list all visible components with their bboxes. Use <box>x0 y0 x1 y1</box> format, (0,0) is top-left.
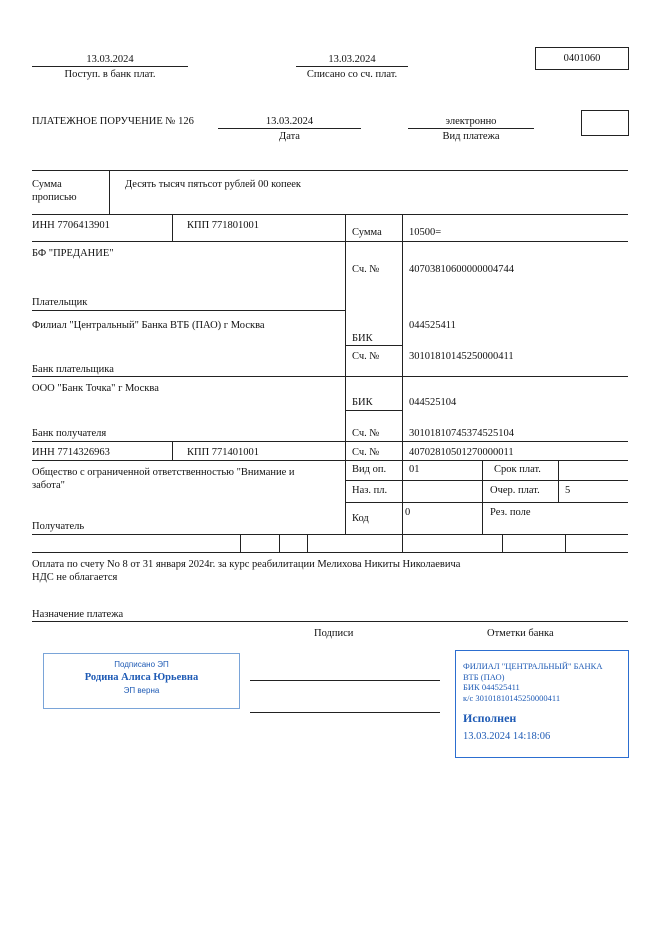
vid-op-value: 01 <box>409 464 420 475</box>
payer-inn: ИНН 7706413901 <box>32 220 110 231</box>
payer-kpp: КПП 771801001 <box>187 220 260 231</box>
purpose-line-2: НДС не облагается <box>32 572 118 583</box>
divider <box>296 66 408 67</box>
bank-stamp <box>455 650 629 758</box>
payer-bank-name: Филиал "Центральный" Банка ВТБ (ПАО) г Москва <box>32 320 265 331</box>
divider <box>345 502 628 503</box>
bank-stamp-line-1: ФИЛИАЛ "ЦЕНТРАЛЬНЫЙ" БАНКА <box>463 661 603 671</box>
divider <box>32 214 628 215</box>
divider <box>32 66 188 67</box>
recipient-account: 40702810501270000011 <box>409 447 514 458</box>
recipient-bank-account: 30101810745374525104 <box>409 428 514 439</box>
date-label: Дата <box>279 131 300 142</box>
bank-stamp-line-2: ВТБ (ПАО) <box>463 671 505 682</box>
divider <box>240 534 241 552</box>
divider <box>482 460 483 534</box>
kod-value: 0 <box>405 507 411 518</box>
payer-role-label: Плательщик <box>32 297 88 308</box>
payment-type-label: Вид платежа <box>442 131 500 142</box>
amount-words-value: Десять тысяч пятьсот рублей 00 копеек <box>125 179 301 190</box>
divider <box>402 214 403 534</box>
bank-stamp-line-3: БИК 044525411 <box>463 682 520 692</box>
divider <box>218 128 361 129</box>
divider <box>109 170 110 214</box>
debited-date: 13.03.2024 <box>328 54 376 65</box>
divider <box>32 241 345 242</box>
divider <box>345 241 628 242</box>
amount-words-label-2: прописью <box>32 192 77 203</box>
kod-label: Код <box>352 513 369 524</box>
divider <box>32 460 628 461</box>
divider <box>307 534 308 552</box>
received-label: Поступ. в банк плат. <box>64 69 156 80</box>
recipient-bank-bik: 044525104 <box>409 397 457 408</box>
purpose-line-1: Оплата по счету No 8 от 31 января 2024г. за курс реабилитации Мелихова Никиты Николаевича <box>32 559 461 570</box>
divider <box>408 128 534 129</box>
payer-bank-account: 30101810145250000411 <box>409 351 514 362</box>
recipient-role-label: Получатель <box>32 521 85 532</box>
signatures-label: Подписи <box>314 628 354 639</box>
divider <box>32 552 628 553</box>
divider <box>558 460 559 502</box>
amount-value: 10500= <box>409 227 442 238</box>
stamp-signer-name: Родина Алиса Юрьевна <box>84 672 199 683</box>
rez-label: Рез. поле <box>490 507 531 518</box>
signature-stamp <box>43 653 240 709</box>
document-title: ПЛАТЕЖНОЕ ПОРУЧЕНИЕ № 126 <box>32 116 194 127</box>
document-date: 13.03.2024 <box>265 116 314 127</box>
signature-line-1 <box>250 680 440 681</box>
debited-label: Списано со сч. плат. <box>306 69 398 80</box>
bank-stamp-line-4: к/с 30101810145250000411 <box>463 692 561 703</box>
srok-label: Срок плат. <box>494 464 541 475</box>
divider <box>345 480 628 481</box>
purpose-label: Назначение платежа <box>32 609 124 620</box>
divider <box>345 410 402 411</box>
payer-bank-bik-label: БИК <box>352 333 373 344</box>
divider <box>402 534 403 552</box>
ocher-value: 5 <box>565 485 571 496</box>
recipient-name-2: забота" <box>32 480 65 491</box>
divider <box>172 214 173 241</box>
recipient-bank-account-label: Сч. № <box>352 428 380 439</box>
payer-account: 40703810600000004744 <box>409 264 514 275</box>
payer-bank-account-label: Сч. № <box>352 351 380 362</box>
signature-line-2 <box>250 712 440 713</box>
divider <box>32 310 345 311</box>
divider <box>502 534 503 552</box>
received-date: 13.03.2024 <box>86 54 134 65</box>
recipient-name-1: Общество с ограниченной ответственностью "Внимание и <box>32 467 295 478</box>
recipient-inn: ИНН 7714326963 <box>32 447 110 458</box>
divider <box>32 621 628 622</box>
bank-stamp-datetime: 13.03.2024 14:18:06 <box>463 731 551 742</box>
recipient-bank-bik-label: БИК <box>352 397 373 408</box>
recipient-bank-role-label: Банк получателя <box>32 428 107 439</box>
recipient-account-label: Сч. № <box>352 447 380 458</box>
payment-type: электронно <box>445 116 497 127</box>
divider <box>32 534 628 535</box>
divider <box>32 376 628 377</box>
stamp-signed-label: Подписано ЭП <box>114 660 169 669</box>
payer-bank-role-label: Банк плательщика <box>32 364 114 375</box>
recipient-kpp: КПП 771401001 <box>187 447 260 458</box>
vid-op-label: Вид оп. <box>352 464 387 475</box>
bank-stamp-status: Исполнен <box>463 711 517 725</box>
divider <box>345 345 402 346</box>
amount-label: Сумма <box>352 227 382 238</box>
bank-marks-label: Отметки банка <box>487 628 554 639</box>
amount-words-label-1: Сумма <box>32 179 62 190</box>
code-box <box>581 110 629 136</box>
form-code: 0401060 <box>563 53 601 64</box>
divider <box>172 441 173 460</box>
payer-bank-bik: 044525411 <box>409 320 456 331</box>
form-code-box <box>535 47 629 70</box>
payer-name: БФ "ПРЕДАНИЕ" <box>32 248 114 259</box>
divider <box>32 170 628 171</box>
divider <box>345 214 346 534</box>
stamp-verified-label: ЭП верна <box>123 686 160 695</box>
payer-account-label: Сч. № <box>352 264 380 275</box>
recipient-bank-name: ООО "Банк Точка" г Москва <box>32 383 159 394</box>
divider <box>279 534 280 552</box>
divider <box>565 534 566 552</box>
ocher-label: Очер. плат. <box>490 485 540 496</box>
divider <box>32 441 628 442</box>
naz-label: Наз. пл. <box>352 485 388 496</box>
